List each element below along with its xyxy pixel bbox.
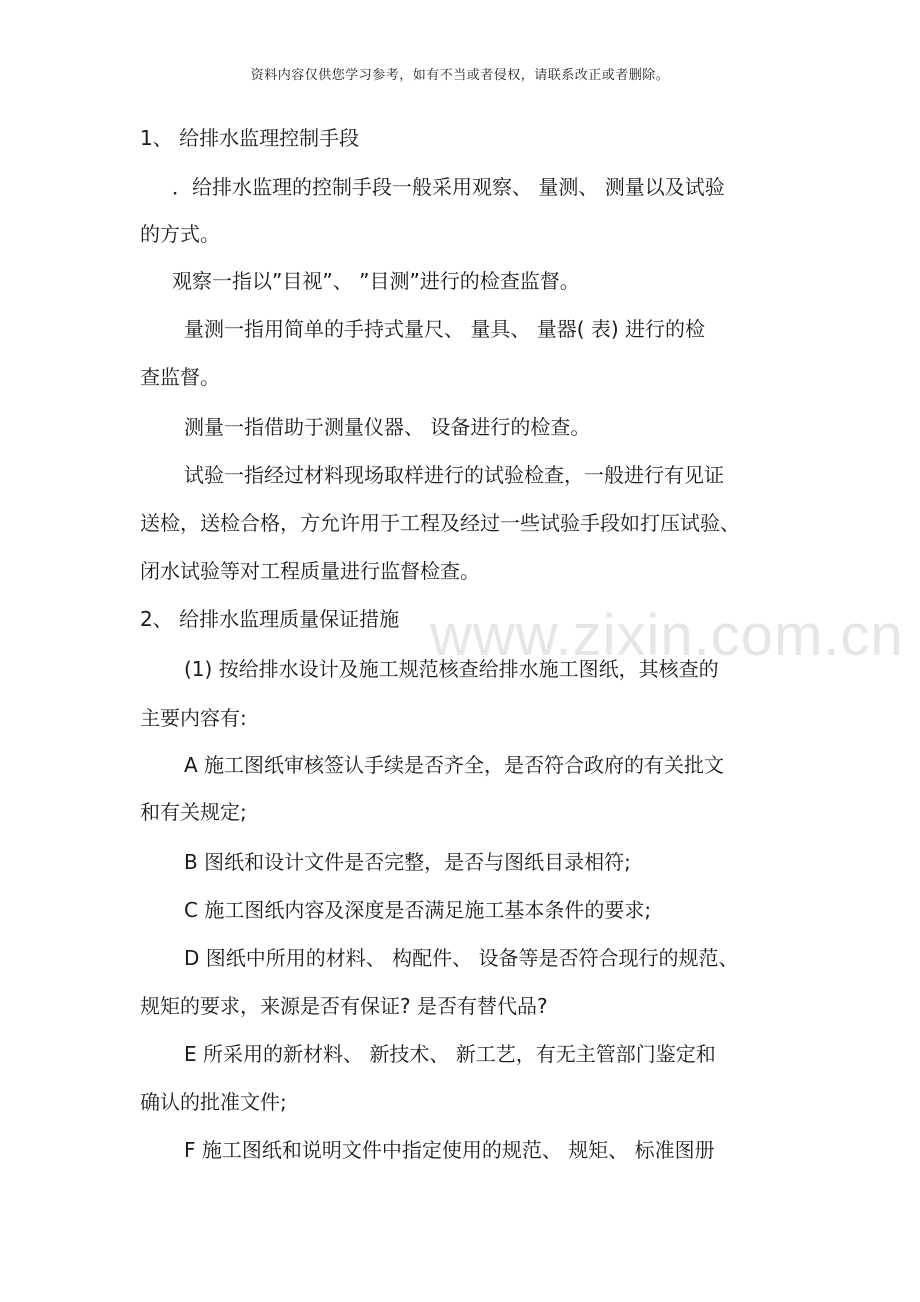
- section-heading-2: 2、 给排水监理质量保证措施: [140, 607, 400, 631]
- paragraph-line: 量测一指用简单的手持式量尺、 量具、 量器( 表) 进行的检: [184, 317, 706, 341]
- paragraph-line: ．给排水监理的控制手段一般采用观察、 量测、 测量以及试验: [172, 175, 725, 199]
- list-item-a: A 施工图纸审核签认手续是否齐全，是否符合政府的有关批文: [184, 753, 725, 777]
- section-heading-1: 1、 给排水监理控制手段: [140, 126, 360, 150]
- paragraph-line: 查监督。: [140, 365, 220, 389]
- list-item-f: F 施工图纸和说明文件中指定使用的规范、 规矩、 标准图册: [184, 1138, 715, 1162]
- paragraph-line: 主要内容有:: [140, 706, 247, 730]
- list-item-e: E 所采用的新材料、 新技术、 新工艺，有无主管部门鉴定和: [184, 1042, 716, 1066]
- list-item-a-cont: 和有关规定;: [140, 800, 247, 824]
- list-item-d: D 图纸中所用的材料、 构配件、 设备等是否符合现行的规范、: [184, 946, 739, 970]
- watermark: www.zixin.com.cn: [430, 603, 904, 668]
- paragraph-line: 的方式。: [140, 222, 220, 246]
- paragraph-line: 送检，送检合格，方允许用于工程及经过一些试验手段如打压试验、: [140, 511, 740, 535]
- paragraph-line: 试验一指经过材料现场取样进行的试验检查，一般进行有见证: [184, 463, 724, 487]
- paragraph-line: 闭水试验等对工程质量进行监督检查。: [140, 559, 480, 583]
- header-disclaimer: 资料内容仅供您学习参考，如有不当或者侵权，请联系改正或者删除。: [250, 68, 670, 83]
- list-item-d-cont: 规矩的要求，来源是否有保证? 是否有替代品?: [140, 994, 548, 1018]
- list-item-e-cont: 确认的批准文件;: [140, 1090, 287, 1114]
- list-item-c: C 施工图纸内容及深度是否满足施工基本条件的要求;: [184, 898, 652, 922]
- paragraph-line: (1) 按给排水设计及施工规范核查给排水施工图纸，其核查的: [184, 657, 719, 681]
- list-item-b: B 图纸和设计文件是否完整，是否与图纸目录相符;: [184, 850, 631, 874]
- paragraph-line: 观察一指以”目视”、 ”目测”进行的检查监督。: [172, 269, 580, 293]
- paragraph-line: 测量一指借助于测量仪器、 设备进行的检查。: [184, 415, 591, 439]
